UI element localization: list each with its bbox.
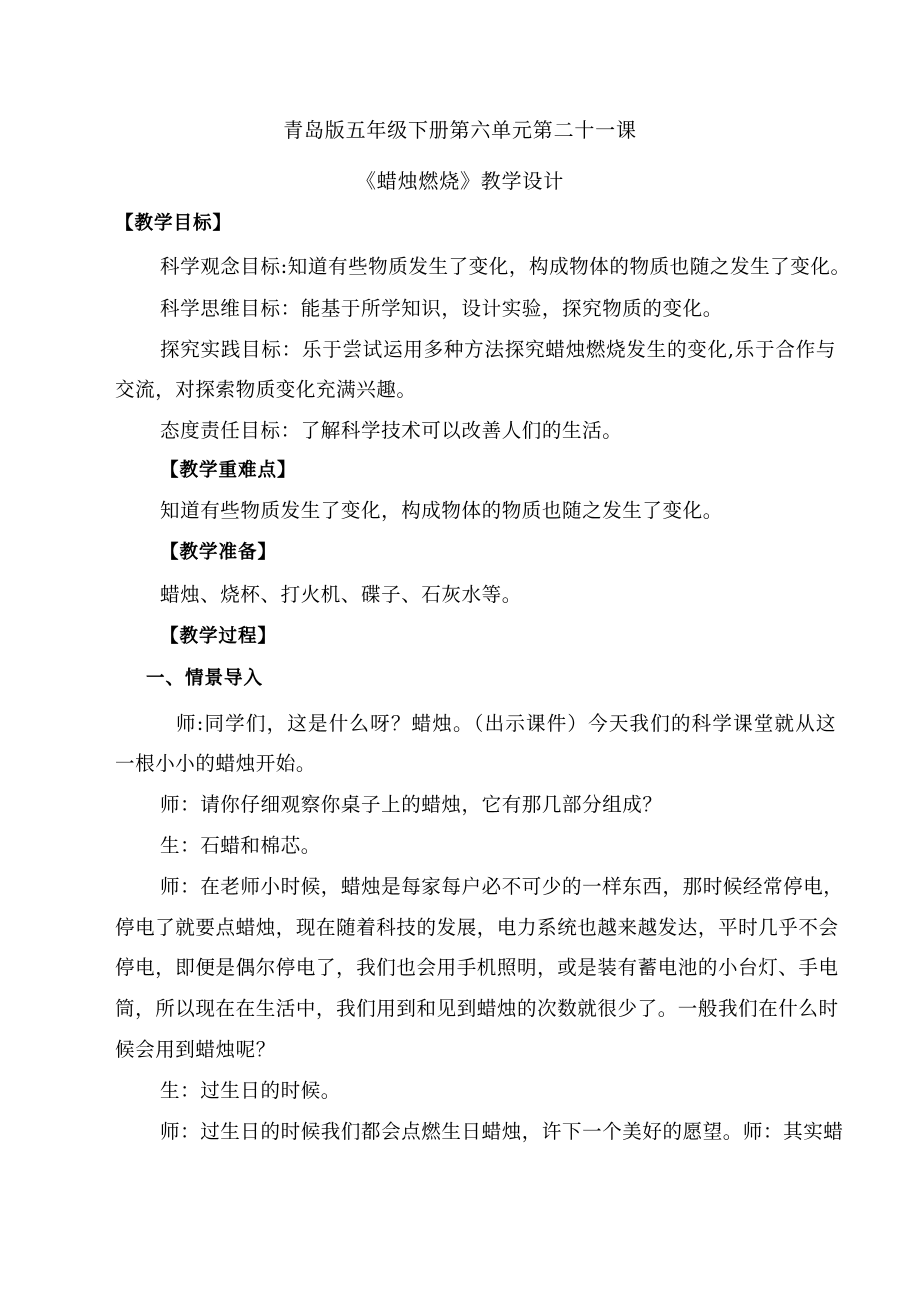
objective-science-concept: 科学观念目标:知道有些物质发生了变化，构成物体的物质也随之发生了变化。 xyxy=(160,255,851,278)
paragraph-4-line-4: 筒，所以现在在生活中，我们用到和见到蜡烛的次数就很少了。一般我们在什么时 xyxy=(115,997,839,1020)
paragraph-4-line-5: 候会用到蜡烛呢？ xyxy=(115,1038,276,1061)
objective-inquiry-practice-line-2: 交流，对探索物质变化充满兴趣。 xyxy=(115,378,417,401)
key-points-heading: 【教学重难点】 xyxy=(160,460,297,481)
objectives-heading: 【教学目标】 xyxy=(115,213,233,234)
key-points-text: 知道有些物质发生了变化，构成物体的物质也随之发生了变化。 xyxy=(160,499,723,522)
paragraph-4-line-3: 停电，即便是偶尔停电了，我们也会用手机照明，或是装有蓄电池的小台灯、手电 xyxy=(115,956,839,979)
section-situation-intro-heading: 一、情景导入 xyxy=(146,668,264,689)
preparation-text: 蜡烛、烧杯、打火机、碟子、石灰水等。 xyxy=(160,583,522,606)
paragraph-4-line-2: 停电了就要点蜡烛，现在随着科技的发展，电力系统也越来越发达，平时几乎不会 xyxy=(115,916,839,939)
objective-science-thinking: 科学思维目标：能基于所学知识，设计实验，探究物质的变化。 xyxy=(160,297,723,320)
paragraph-3: 生：石蜡和棉芯。 xyxy=(160,834,321,857)
objective-inquiry-practice-line-1: 探究实践目标：乐于尝试运用多种方法探究蜡烛燃烧发生的变化,乐于合作与 xyxy=(160,338,836,361)
process-heading: 【教学过程】 xyxy=(160,626,278,647)
paragraph-4-line-1: 师：在老师小时候，蜡烛是每家每户必不可少的一样东西，那时候经常停电， xyxy=(160,875,844,898)
document-title-line-1: 青岛版五年级下册第六单元第二十一课 xyxy=(283,118,637,142)
document-title-line-2: 《蜡烛燃烧》教学设计 xyxy=(356,169,564,193)
objective-attitude-responsibility: 态度责任目标：了解科学技术可以改善人们的生活。 xyxy=(160,419,623,442)
paragraph-5: 生：过生日的时候。 xyxy=(160,1079,341,1102)
paragraph-1-line-1: 师:同学们，这是什么呀？蜡烛。（出示课件）今天我们的科学课堂就从这 xyxy=(176,712,836,735)
preparation-heading: 【教学准备】 xyxy=(160,542,278,563)
paragraph-6-line-1: 师：过生日的时候我们都会点燃生日蜡烛，许下一个美好的愿望。师：其实蜡 xyxy=(160,1120,844,1143)
paragraph-1-line-2: 一根小小的蜡烛开始。 xyxy=(115,752,317,775)
paragraph-2: 师：请你仔细观察你桌子上的蜡烛，它有那几部分组成？ xyxy=(160,793,663,816)
